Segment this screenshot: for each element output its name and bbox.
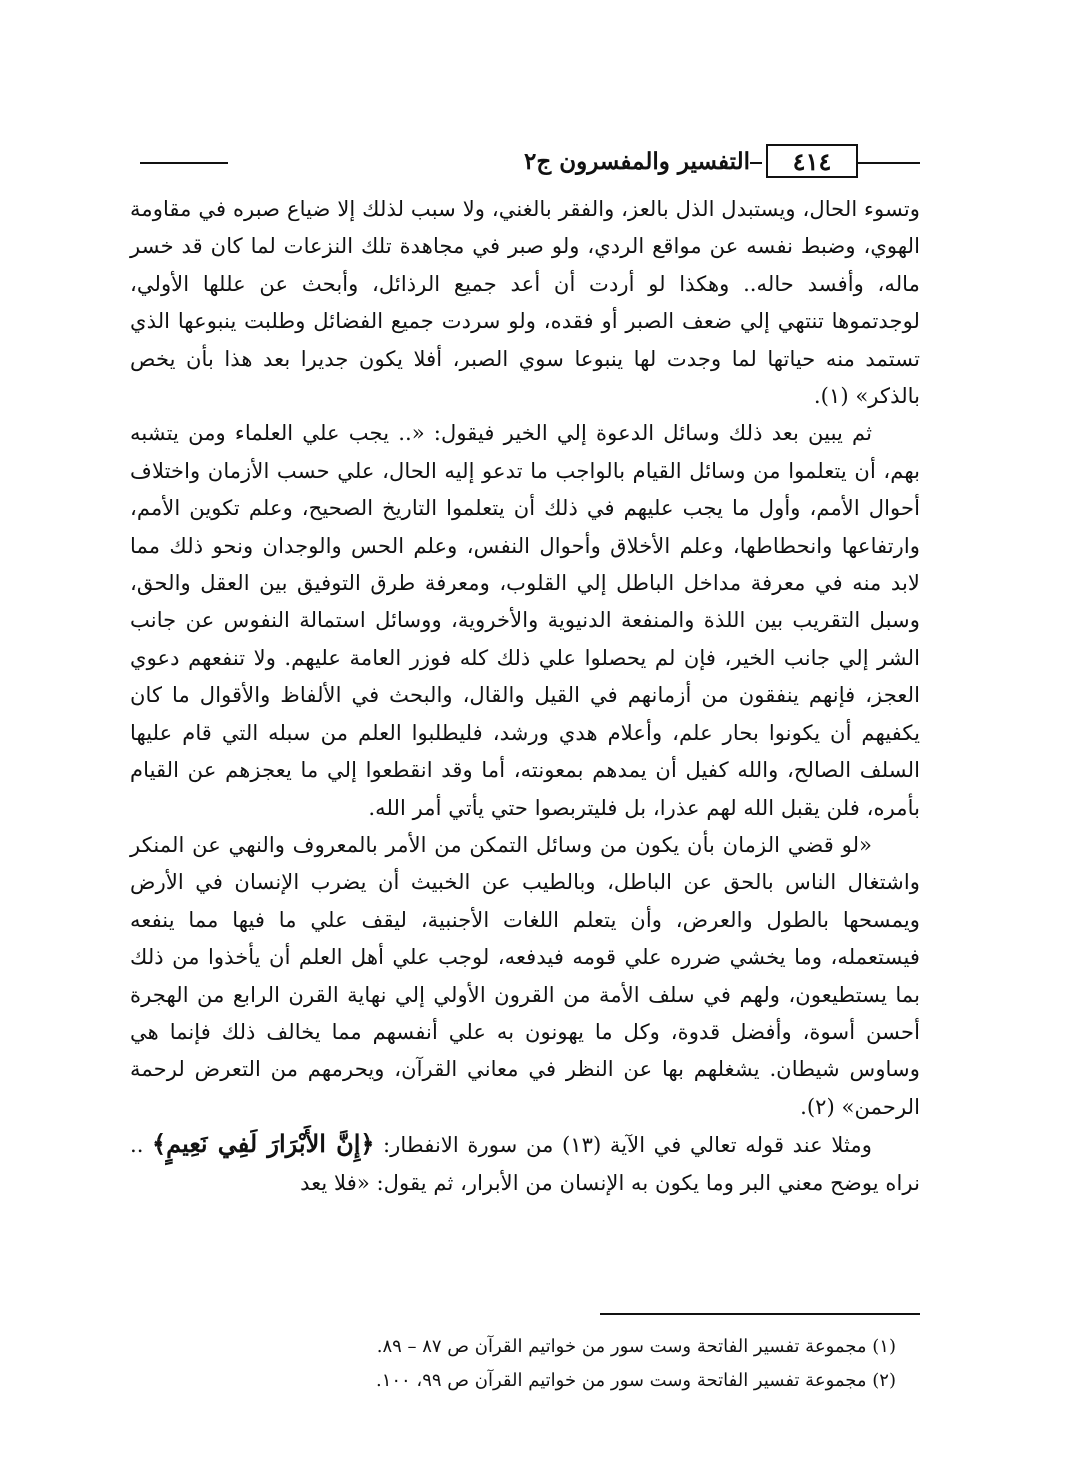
header-rule-middle <box>750 162 762 164</box>
paragraph: ثم يبين بعد ذلك وسائل الدعوة إلي الخير فيقول: «.. يجب علي العلماء ومن يتشبه بهم، أن يتعلموا من وسائل القيام بالواجب ما تدعو إليه الحال، علي حسب الأزمان واختلاف أحوال الأمم، وأول ما يجب عليهم في ذلك أن يتعلموا التاريخ الصحيح، وعلم تكوين الأمم، وارتفاعها وانحطاطها، وعلم الأخلاق وأحوال النفس، وعلم الحس والوجدان ونحو ذلك مما لابد منه في معرفة مداخل الباطل إلي القلوب، ومعرفة طرق التوفيق بين العقل والحق، وسبل التقريب بين اللذة والمنفعة الدنيوية والأخروية، ووسائل استمالة النفوس عن جانب الشر إلي جانب الخير، فإن لم يحصلوا علي ذلك كله فوزر العامة عليهم. ولا تنفعهم دعوي العجز، فإنهم ينفقون من أزمانهم في القيل والقال، والبحث في الألفاظ والأقوال ما كان يكفيهم أن يكونوا بحار علم، وأعلام هدي ورشد، فليطلبوا العلم من سبله التي قام عليها السلف الصالح، والله كفيل أن يمدهم بمعونته، أما وقد انقطعوا إلي ما يعجزهم عن القيام بأمره، فلن يقبل الله لهم عذرا، بل فليتربصوا حتي يأتي أمر الله. <box>130 420 920 820</box>
quran-verse: ﴿إِنَّ الأَبْرَارَ لَفِي نَعِيمٍ﴾ <box>152 1129 375 1159</box>
page-number: ٤١٤ <box>766 144 858 178</box>
running-title: التفسير والمفسرون ج٢ <box>524 148 750 175</box>
paragraph-text: ومثلا عند قوله تعالي في الآية (١٣) من سورة الانفطار: <box>374 1132 872 1158</box>
paragraph: «لو قضي الزمان بأن يكون من وسائل التمكن من الأمر بالمعروف والنهي عن المنكر واشتغال الناس بالحق عن الباطل، وبالطيب عن الخبيث أن يضرب الإنسان في الأرض ويمسحها بالطول والعرض، وأن يتعلم اللغات الأجنبية، ليقف علي ما فيها مما ينفعه فيستعمله، وما يخشي ضرره علي قومه فيدفعه، لوجب علي أهل العلم أن يأخذوا من ذلك بما يستطيعون، ولهم في سلف الأمة من القرون الأولي إلي نهاية القرن الرابع من الهجرة أحسن أسوة، وأفضل قدوة، وكل ما يهونون به علي أنفسهم مما يخالف ذلك فإنما هي وساوس شيطان. يشغلهم بها عن النظر في معاني القرآن، ويحرمهم من التعرض لرحمة الرحمن» (٢). <box>130 831 920 1119</box>
paragraph <box>130 1125 920 1201</box>
paragraph: وتسوء الحال، ويستبدل الذل بالعز، والفقر بالغني، ولا سبب لذلك إلا ضياع صبره في مقاومة الهوي، وضبط نفسه عن مواقع الردي، ولو صبر في مجاهدة تلك النزعات لما كان قد خسر ماله، وأفسد حاله.. وهكذا لو أردت أن أعد جميع الرذائل، وأبحث عن عللها الأولي، لوجدتموها تنتهي إلي ضعف الصبر أو فقده، ولو سردت جميع الفضائل وطلبت ينبوعها الذي تستمد منه حياتها لما وجدت لها ينبوعا سوي الصبر، أفلا يكون جديرا بعد هذا بأن يخص بالذكر» (١). <box>130 196 920 409</box>
footnote-divider <box>600 1313 920 1315</box>
header-rule-right <box>858 162 920 164</box>
page-header <box>130 142 920 182</box>
footnote: (١) مجموعة تفسير الفاتحة وست سور من خواتيم القرآن ص ٨٧ – ٨٩. <box>376 1336 896 1357</box>
header-rule-left <box>140 162 228 164</box>
paragraph-text: .. نراه يوضح معني البر وما يكون به الإنسان من الأبرار، ثم يقول: «فلا يعد <box>130 1132 920 1195</box>
footnote: (٢) مجموعة تفسير الفاتحة وست سور من خواتيم القرآن ص ٩٩، ١٠٠. <box>375 1370 896 1391</box>
main-text <box>130 190 920 1201</box>
footnotes <box>130 1330 920 1398</box>
